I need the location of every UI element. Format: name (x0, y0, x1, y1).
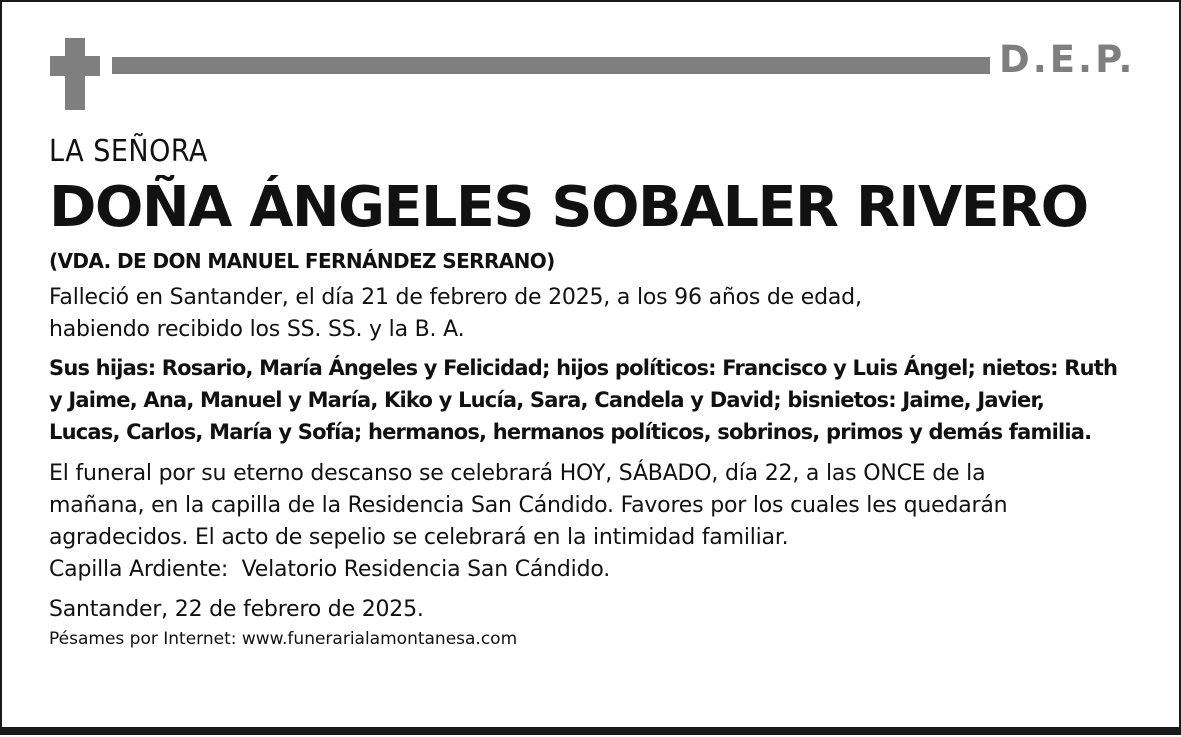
obituary-content (49, 132, 1139, 652)
funeral-line: mañana, en la capilla de la Residencia San Cándido. Favores por los cuales les quedarán (49, 493, 1008, 518)
dep-label: D.E.P. (999, 38, 1136, 81)
death-notice-line: habiendo recibido los SS. SS. y la B. A. (49, 317, 465, 342)
cross-icon (50, 38, 100, 110)
header-rule (112, 57, 990, 74)
title-prefix: LA SEÑORA (49, 134, 208, 169)
deceased-name: DOÑA ÁNGELES SOBALER RIVERO (49, 175, 1088, 240)
death-notice-line: Falleció en Santander, el día 21 de febrero de 2025, a los 96 años de edad, (49, 285, 862, 310)
death-notice (49, 282, 1139, 346)
widow-of: (VDA. DE DON MANUEL FERNÁNDEZ SERRANO) (49, 249, 555, 273)
family-line: y Jaime, Ana, Manuel y María, Kiko y Lucía, Sara, Candela y David; bisnietos: Jaime, Javier, (49, 388, 1045, 412)
family-line: Sus hijas: Rosario, María Ángeles y Felicidad; hijos políticos: Francisco y Luis Ángel; nietos: Ruth (49, 356, 1118, 380)
funeral-line: agradecidos. El acto de sepelio se celebrará en la intimidad familiar. (49, 525, 789, 550)
condolences-line: Pésames por Internet: www.funerarialamontanesa.com (49, 629, 518, 649)
place-date: Santander, 22 de febrero de 2025. (49, 597, 424, 622)
family-line: Lucas, Carlos, María y Sofía; hermanos, hermanos políticos, sobrinos, primos y demás familia. (49, 420, 1092, 444)
chapel-line: Capilla Ardiente: Velatorio Residencia San Cándido. (49, 557, 611, 582)
family-list (49, 352, 1139, 448)
funeral-details (49, 458, 1139, 586)
funeral-line: El funeral por su eterno descanso se celebrará HOY, SÁBADO, día 22, a las ONCE de la (49, 461, 986, 486)
